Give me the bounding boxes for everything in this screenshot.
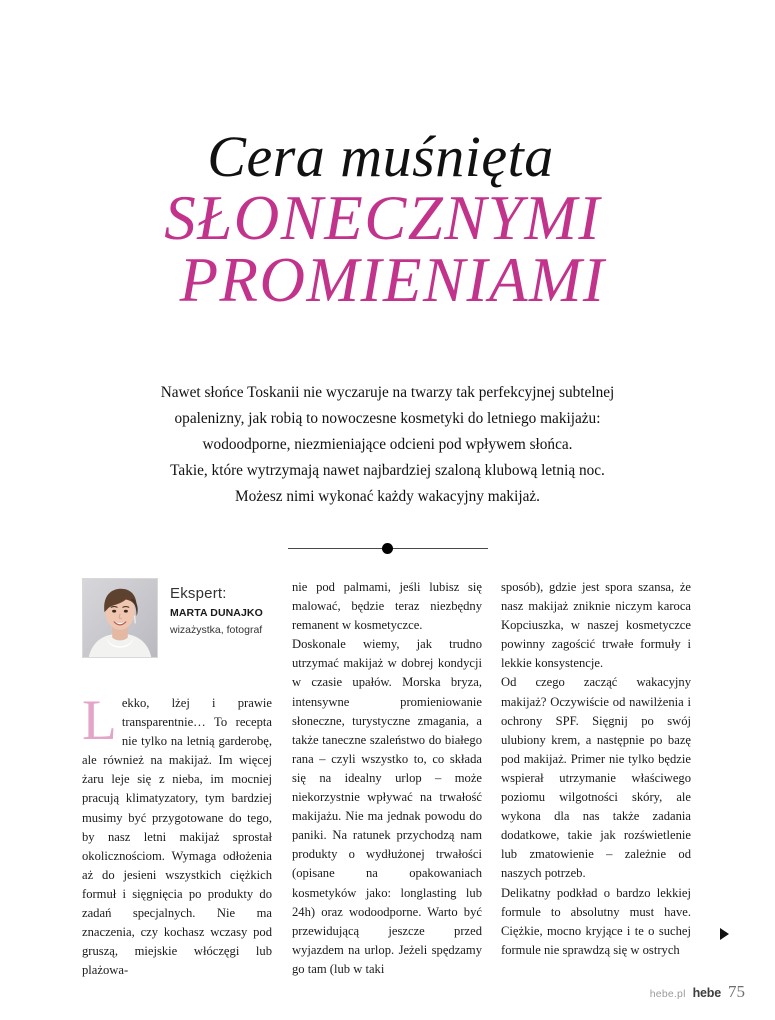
lead-line-3: wodoodporne, niezmieniające odcieni pod wpływem słońca. <box>202 436 573 453</box>
body-paragraph: Delikatny podkład o bardzo lekkiej formule to absolutny must have. Ciężkie, mocno kryjące i te o suchej formule nie sprawdzą się w ostrych <box>501 885 691 957</box>
body-paragraph: Doskonale wiemy, jak trudno utrzymać makijaż w dobrej kondycji w czasie upałów. Morska bryza, intensywne promieniowanie słoneczne, turystyczne zmagania, a także taneczne szaleństwo do białego rana – czyli wszystko to, co składa się na idealny urlop – może niekorzystnie wpływać na trwałość makijażu. Nie ma jednak powodu do paniki. Na ratunek przychodzą nam produkty o wydłużonej trwałości (opisane na opakowaniach kosmetyków jako: longlasting lub 24h) oraz wodoodporne. Warto być przewidującą jeszcze przed wyjazdem na urlop. Jeżeli spędzamy go tam (lub w taki <box>292 637 482 976</box>
body-column-3 <box>501 578 691 960</box>
body-paragraph: nie pod palmami, jeśli lubisz się malować, będzie teraz niezbędny remanent w kosmetyczce. <box>292 580 482 633</box>
body-column-2 <box>292 578 482 979</box>
expert-name: MARTA DUNAJKO <box>170 607 263 619</box>
headline-script-line: Cera muśnięta <box>207 124 554 189</box>
headline-main-line-2: PROMIENIAMI <box>179 245 606 315</box>
expert-details <box>170 578 263 638</box>
page-number: 75 <box>728 982 745 1001</box>
body-paragraph <box>82 689 272 980</box>
article-lead <box>95 380 680 510</box>
lead-line-2: opalenizny, jak robią to nowoczesne kosmetyki do letniego makijażu: <box>174 410 601 427</box>
expert-label: Ekspert: <box>170 585 227 602</box>
body-paragraph: Od czego zacząć wakacyjny makijaż? Oczywiście od nawilżenia i ochrony SPF. Sięgnij po swój ulubiony krem, a następnie po bazę pod makijaż. Primer nie tylko będzie wspierał utrzymanie właściwego poziomu wilgotności skóry, ale wykona dla nas także zadania dodatkowe, takie jak rozświetlenie lub zmatowienie – zależnie od naszych potrzeb. <box>501 675 691 881</box>
headline-main-line-1: SŁONECZNYMI <box>164 183 601 253</box>
article-headline <box>0 126 775 314</box>
expert-portrait-photo <box>82 578 158 658</box>
lead-line-1: Nawet słońce Toskanii nie wyczaruje na twarzy tak perfekcyjnej subtelnej <box>160 384 615 401</box>
lead-line-4: Takie, które wytrzymają nawet najbardziej szaloną klubową letnią noc. <box>170 462 605 479</box>
drop-cap: L <box>82 689 117 752</box>
footer-brand-logo: hebe <box>692 986 721 1000</box>
body-column-1 <box>82 689 272 980</box>
lead-line-5: Możesz nimi wykonać każdy wakacyjny makijaż. <box>235 488 540 505</box>
continue-arrow-icon[interactable] <box>720 928 729 940</box>
expert-role: wizażystka, fotograf <box>170 624 263 636</box>
column-1-text: ekko, lżej i prawie transparentnie… To recepta nie tylko na letnią garderobę, ale również na makijaż. Im więcej żaru leje się z nieba, im mocniej pracują klimatyzatory, tym bardziej musimy być przygotowane do tego, by nasz letni makijaż sprostał okolicznościom. Wymaga odłożenia aż do jesieni wszystkich ciężkich formuł i sięgnięcia po produkty do zadań specjalnych. Nie ma znaczenia, czy kochasz wczasy pod gruszą, miejskie włóczęgi lub plażowa- <box>82 696 272 978</box>
footer-website: hebe.pl <box>649 988 686 1000</box>
expert-box <box>82 578 282 658</box>
body-paragraph: sposób), gdzie jest spora szansa, że nasz makijaż zniknie niczym karoca Kopciuszka, w naszej kosmetyczce powinny zagościć trwałe formuły i lekkie konsystencje. <box>501 580 691 671</box>
page-footer <box>650 982 745 1002</box>
divider-dot-icon <box>382 543 393 554</box>
section-divider <box>288 543 488 555</box>
